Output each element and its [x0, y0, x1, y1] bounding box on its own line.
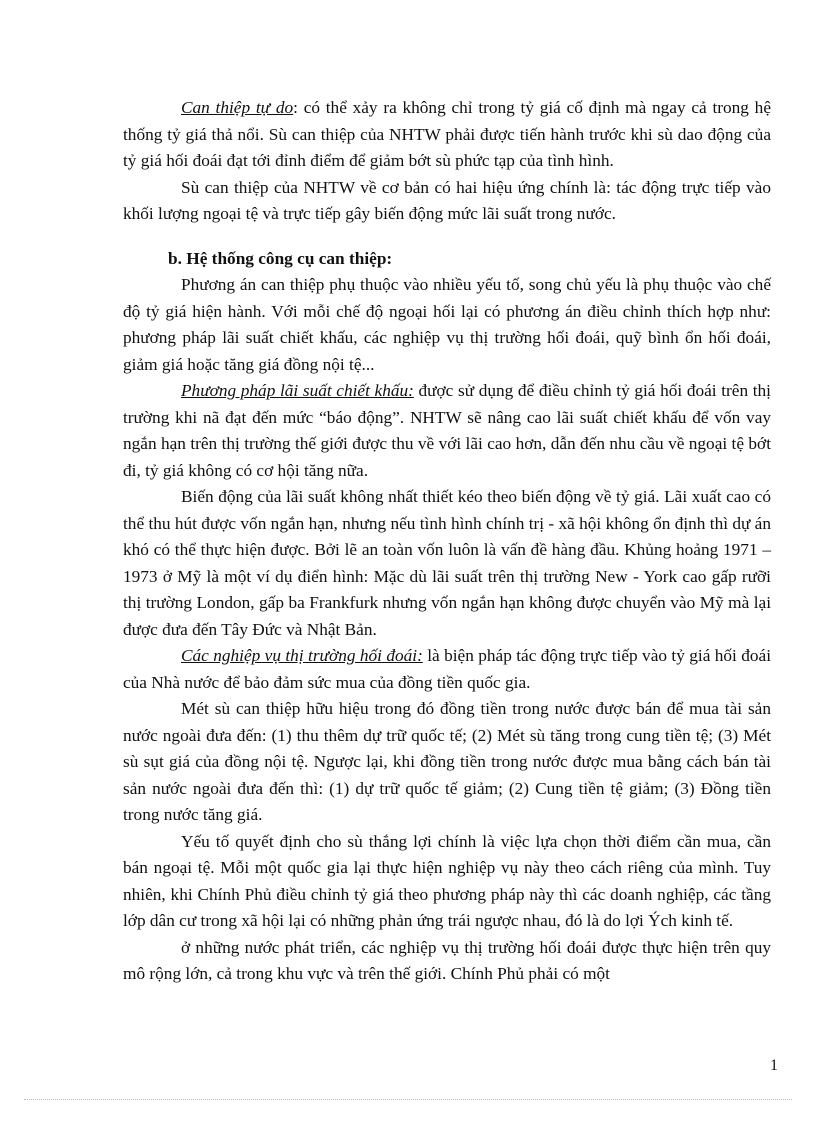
section-heading: b. Hệ thống công cụ can thiệp:: [168, 248, 393, 268]
paragraph-text: Sù can thiệp của NHTW về cơ bản có hai hiệu ứng chính là: tác động trực tiếp vào khối lượng ngoại tệ và trực tiếp gây biến động mức lãi suất trong nước.: [123, 177, 771, 223]
paragraph-nuoc-phat-trien: [123, 935, 771, 988]
paragraph-hieu-ung: [123, 175, 771, 228]
page-number: 1: [770, 1057, 778, 1074]
paragraph-can-thiep-huu-hieu: [123, 696, 771, 829]
paragraph-can-thiep-tu-do: [123, 95, 771, 175]
paragraph-text: : có thể xảy ra không chỉ trong tỷ giá cố định mà ngay cả trong hệ thống tỷ giá thả nổi. Sù can thiệp của NHTW phải được tiến hành trước khi sù dao động của tỷ giá hối đoái đạt tới đỉnh điểm để giảm bớt sù phức tạp của tình hình.: [123, 98, 771, 170]
paragraph-text: ở những nước phát triển, các nghiệp vụ thị trường hối đoái được thực hiện trên quy mô rộng lớn, cả trong khu vực và trên thế giới. Chính Phủ phải có một: [123, 937, 771, 983]
paragraph-yeu-to: [123, 829, 771, 935]
paragraph-phuong-an: [123, 272, 771, 378]
paragraph-text: là biện pháp tác động trực tiếp vào tỷ giá hối đoái của Nhà nước để bảo đảm sức mua của đồng tiền quốc gia.: [123, 646, 771, 692]
term-lai-suat-chiet-khau: Phương pháp lãi suất chiết khấu:: [181, 381, 414, 400]
term-nghiep-vu-thi-truong: Các nghiệp vụ thị trường hối đoái:: [181, 646, 423, 665]
paragraph-lai-suat-chiet-khau: [123, 378, 771, 484]
paragraph-text: Yếu tố quyết định cho sù thắng lợi chính là việc lựa chọn thời điểm cần mua, cần bán ngoại tệ. Mỗi một quốc gia lại thực hiện nghiệp vụ này theo cách riêng của mình. Tuy nhiên, khi Chính Phủ điều chỉnh tỷ giá theo phương pháp này thì các doanh nghiệp, các tầng lớp dân cư trong xã hội lại có những phản ứng trái ngược nhau, đó là do lợi Ých kinh tế.: [123, 831, 771, 930]
term-can-thiep-tu-do: Can thiệp tự do: [181, 98, 294, 117]
paragraph-bien-dong: [123, 484, 771, 643]
paragraph-text: được sử dụng để điều chỉnh tỷ giá hối đoái trên thị trường khi nã đạt đến mức “báo động”. NHTW sẽ nâng cao lãi suất chiết khấu để vốn vay ngắn hạn trên thị trường thế giới được thu về với lãi cao hơn, dẫn đến nhu cầu về ngoại tệ bớt đi, tỷ giá không có cơ hội tăng nữa.: [123, 381, 771, 480]
document-body: [123, 95, 771, 988]
paragraph-nghiep-vu: [123, 643, 771, 696]
paragraph-text: Mét sù can thiệp hữu hiệu trong đó đồng tiền trong nước được bán để mua tài sản nước ngoài đưa đến: (1) thu thêm dự trữ quốc tế; (2) Mét sù tăng trong cung tiền tệ; (3) Mét sù sụt giá của đồng nội tệ. Ngược lại, khi đồng tiền trong nước được mua bằng cách bán tài sản nước ngoài đưa đến thì: (1) dự trữ quốc tế giảm; (2) Cung tiền tệ giảm; (3) Đồng tiền trong nước tăng giá.: [123, 699, 771, 824]
paragraph-text: Biến động của lãi suất không nhất thiết kéo theo biến động về tỷ giá. Lãi xuất cao có thể thu hút được vốn ngắn hạn, nhưng nếu tình hình chính trị - xã hội không ổn định thì dự án khó có thể thực hiện được. Bởi lẽ an toàn vốn luôn là vấn đề hàng đầu. Khủng hoảng 1971 – 1973 ở Mỹ là một ví dụ điển hình: Mặc dù lãi suất trên thị trường New - York cao gấp rưỡi thị trường London, gấp ba Frankfurk nhưng vốn ngắn hạn không được chuyển vào Mỹ mà lại được đưa đến Tây Đức và Nhật Bản.: [123, 487, 771, 639]
page-footer-divider: [24, 1099, 792, 1100]
paragraph-text: Phương án can thiệp phụ thuộc vào nhiều yếu tố, song chủ yếu là phụ thuộc vào chế độ tỷ giá hiện hành. Với mỗi chế độ ngoại hối lại có phương án điều chỉnh thích hợp như: phương pháp lãi suất chiết khấu, các nghiệp vụ thị trường hối đoái, quỹ bình ổn hối đoái, giảm giá hoặc tăng giá đồng nội tệ...: [123, 275, 771, 374]
